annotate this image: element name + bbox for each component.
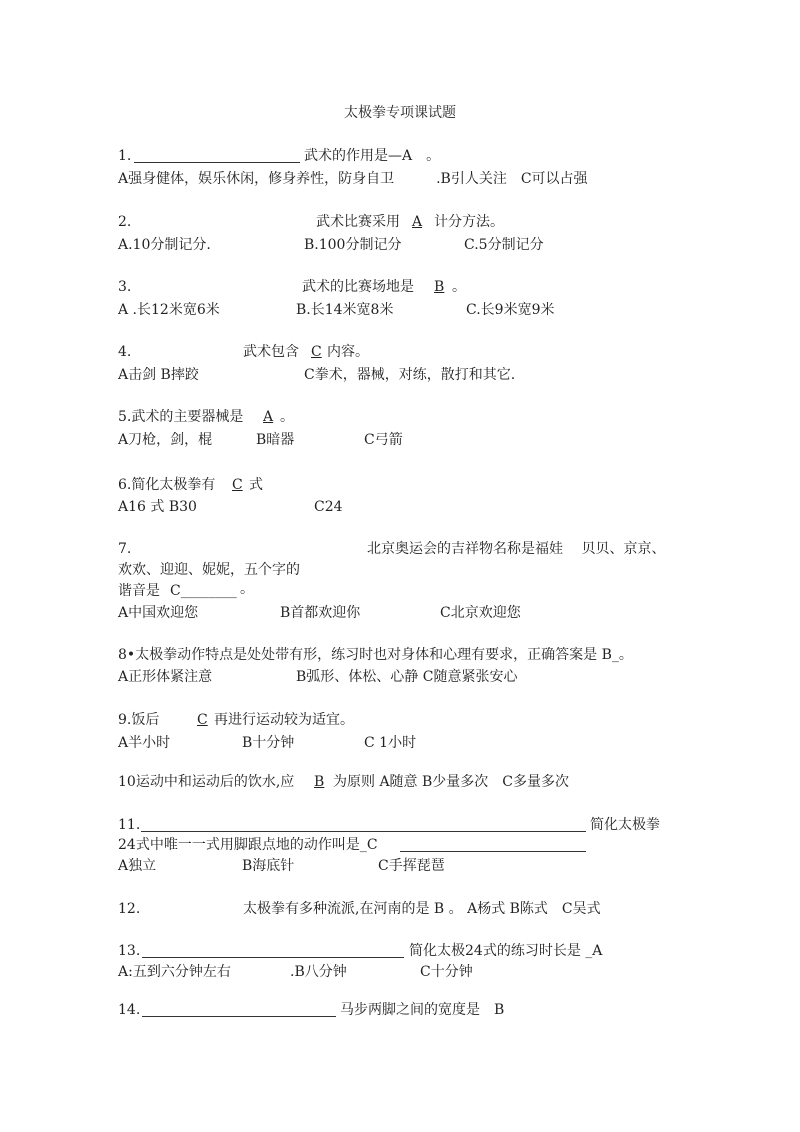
q1-blank-line — [134, 162, 300, 163]
q3-option-c: C.长9米宽9米 — [466, 302, 555, 318]
q13-option-b: .B八分钟 — [290, 964, 347, 980]
q11-stem-line2: 24式中唯一一式用脚跟点地的动作叫是_C — [118, 837, 378, 853]
q5-option-c: C弓箭 — [364, 432, 403, 448]
q9-answer: C — [197, 712, 208, 728]
q5-answer: A — [263, 409, 274, 425]
q7-stem-line3-suffix: 。 — [240, 581, 254, 597]
q5-stem-suffix: 。 — [280, 409, 294, 425]
q6-answer: C — [232, 477, 243, 493]
q4-option-ab: A击剑 B摔跤 — [118, 367, 199, 383]
q5-stem-prefix: 5.武术的主要器械是 — [118, 409, 244, 425]
q6-stem-suffix: 式 — [249, 477, 263, 493]
q7-stem-line2: 欢欢、迎迎、妮妮，五个字的 — [118, 562, 300, 578]
q7-option-a: A中国欢迎您 — [118, 605, 199, 621]
q11-answer-line — [400, 851, 586, 852]
q1-number: 1. — [118, 148, 132, 164]
q11-option-c: C手挥琵琶 — [378, 858, 445, 874]
q9-option-c: C 1小时 — [364, 735, 417, 751]
q2-stem-prefix: 武术比赛采用 — [316, 214, 400, 230]
q5-option-a: A刀枪，剑，棍 — [118, 432, 213, 448]
q2-number: 2. — [118, 214, 132, 230]
q12-number: 12. — [118, 901, 141, 917]
q7-number: 7. — [118, 541, 132, 557]
q3-number: 3. — [118, 279, 132, 295]
q11-blank-line — [141, 831, 586, 832]
q2-answer: A — [412, 214, 423, 230]
q4-answer: C — [311, 344, 322, 360]
q13-number: 13. — [118, 943, 141, 959]
q9-stem-suffix: 再进行运动较为适宜。 — [214, 712, 354, 728]
q9-option-a: A半小时 — [118, 735, 171, 751]
q13-option-a: A:五到六分钟左右 — [118, 964, 231, 980]
q9-stem-prefix: 9.饭后 — [118, 712, 160, 728]
q4-stem-prefix: 武术包含 — [243, 344, 299, 360]
q1-stem: 武术的作用是—A 。 — [304, 148, 441, 164]
q12-stem: 太极拳有多种流派,在河南的是 B 。 A杨式 B陈式 C吴式 — [243, 901, 601, 917]
q7-stem-line3-prefix: 谐音是 — [118, 583, 160, 599]
q9-option-b: B十分钟 — [242, 735, 295, 751]
q11-option-a: A独立 — [118, 858, 157, 874]
document-title: 太极拳专项课试题 — [344, 105, 456, 121]
q10-stem-suffix: 为原则 A随意 B少量多次 C多量多次 — [333, 774, 570, 790]
q6-option-c: C24 — [314, 499, 343, 515]
q6-option-ab: A16 式 B30 — [118, 499, 197, 515]
q14-blank-line — [142, 1016, 336, 1017]
q2-option-c: C.5分制记分 — [464, 237, 544, 253]
q3-stem-prefix: 武术的比赛场地是 — [302, 279, 414, 295]
q6-stem-prefix: 6.简化太极拳有 — [118, 477, 216, 493]
q7-option-c: C北京欢迎您 — [440, 605, 521, 621]
q11-option-b: B海底针 — [242, 858, 295, 874]
q8-option-a: A正形体紧注意 — [118, 669, 213, 685]
q11-stem-line1: 简化太极拳 — [590, 817, 660, 833]
q2-stem-suffix: 计分方法。 — [434, 214, 504, 230]
q8-option-bc: B弧形、体松、心静 C随意紧张安心 — [296, 669, 518, 685]
q13-stem: 简化太极24式的练习时长是 _A — [409, 943, 603, 959]
q3-option-b: B.长14米宽8米 — [296, 302, 394, 318]
q4-number: 4. — [118, 344, 132, 360]
q3-stem-suffix: 。 — [452, 279, 466, 295]
q4-stem-suffix: 内容。 — [327, 344, 369, 360]
q10-answer: B — [314, 774, 325, 790]
q1-options: A强身健体，娱乐休闲，修身养性，防身自卫 .B引人关注 C可以占强 — [118, 171, 588, 187]
q3-answer: B — [434, 279, 445, 295]
q11-number: 11. — [118, 817, 141, 833]
q7-stem-line1: 北京奥运会的吉祥物名称是福娃 贝贝、京京、 — [367, 541, 666, 557]
q7-answer: C________ — [170, 583, 237, 599]
q14-number: 14. — [118, 1002, 141, 1018]
q5-option-b: B暗器 — [256, 432, 295, 448]
q2-option-a: A.10分制记分. — [118, 237, 211, 253]
q4-option-c: C拳术，器械，对练，散打和其它. — [304, 367, 516, 383]
q10-stem-prefix: 10运动中和运动后的饮水,应 — [118, 774, 295, 790]
q8-stem: 8•太极拳动作特点是处处带有形，练习时也对身体和心理有要求，正确答案是 B_。 — [118, 647, 633, 663]
q14-stem: 马步两脚之间的宽度是 B — [340, 1002, 505, 1018]
q3-option-a: A .长12米宽6米 — [118, 302, 220, 318]
q7-option-b: B首都欢迎你 — [280, 605, 361, 621]
q13-blank-line — [142, 957, 404, 958]
q2-option-b: B.100分制记分 — [304, 237, 402, 253]
q13-option-c: C十分钟 — [420, 964, 473, 980]
